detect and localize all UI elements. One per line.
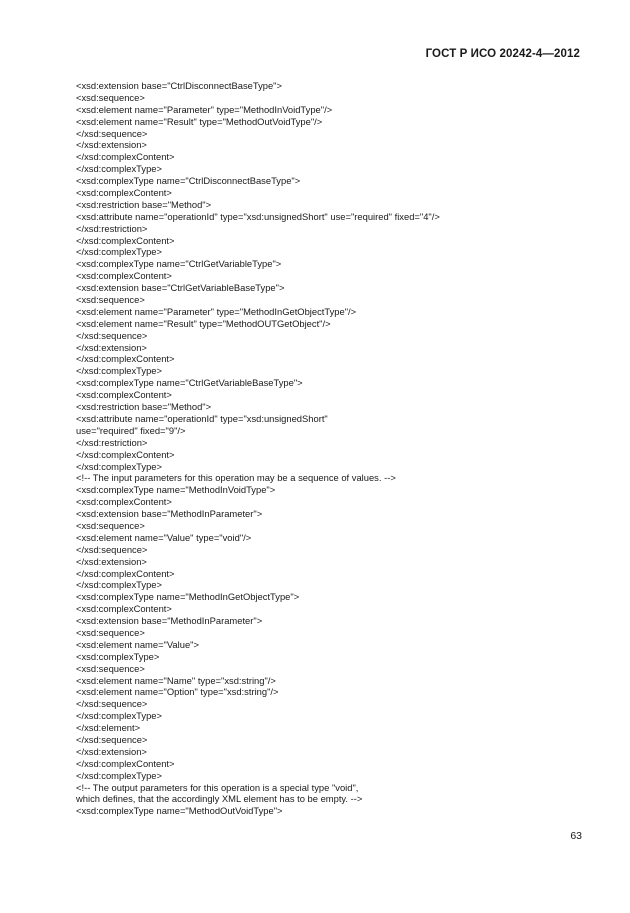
code-line: </xsd:complexContent>	[76, 151, 175, 163]
code-line: <xsd:element name="Value">	[76, 638, 199, 650]
code-line: <xsd:complexType>	[76, 650, 160, 662]
code-line: </xsd:complexType>	[76, 710, 162, 722]
code-line: <xsd:complexType name="MethodOutVoidType">	[76, 805, 283, 817]
code-line: <xsd:element name="Option" type="xsd:string"/>	[76, 686, 279, 698]
code-line: <xsd:complexType name="MethodInVoidType">	[76, 484, 276, 496]
code-line: <xsd:extension base="MethodInParameter">	[76, 508, 263, 520]
code-line: <xsd:restriction base="Method">	[76, 198, 212, 210]
code-line: <xsd:complexContent>	[76, 603, 172, 615]
code-line: </xsd:extension>	[76, 341, 147, 353]
code-line: <xsd:element name="Result" type="MethodOUTGetObject"/>	[76, 317, 331, 329]
code-line: <xsd:sequence>	[76, 91, 145, 103]
code-line: </xsd:complexContent>	[76, 234, 175, 246]
code-line: </xsd:sequence>	[76, 329, 148, 341]
code-line: </xsd:complexType>	[76, 365, 162, 377]
code-line: </xsd:complexType>	[76, 579, 162, 591]
code-line: <xsd:complexType name="MethodInGetObjectType">	[76, 591, 300, 603]
code-line: </xsd:extension>	[76, 139, 147, 151]
code-line: <xsd:complexContent>	[76, 270, 172, 282]
code-line: </xsd:complexContent>	[76, 567, 175, 579]
code-line: <xsd:restriction base="Method">	[76, 401, 212, 413]
code-line: </xsd:extension>	[76, 555, 147, 567]
code-line: <xsd:element name="Value" type="void"/>	[76, 531, 252, 543]
code-line: <xsd:complexType name="CtrlDisconnectBaseType">	[76, 175, 301, 187]
code-line: <xsd:complexContent>	[76, 187, 172, 199]
code-line: </xsd:element>	[76, 722, 141, 734]
code-line: </xsd:complexType>	[76, 769, 162, 781]
code-line: <xsd:complexType name="CtrlGetVariableType">	[76, 258, 282, 270]
code-line: <xsd:attribute name="operationId" type="xsd:unsignedShort" use="required" fixed="4"/>	[76, 210, 440, 222]
code-line: <xsd:sequence>	[76, 626, 145, 638]
code-line: use="required" fixed="9"/>	[76, 424, 186, 436]
code-line: </xsd:complexContent>	[76, 448, 175, 460]
code-line: <xsd:element name="Result" type="MethodOutVoidType"/>	[76, 115, 323, 127]
code-line: </xsd:restriction>	[76, 222, 148, 234]
code-line: which defines, that the accordingly XML element has to be empty. -->	[76, 793, 363, 805]
code-line: </xsd:sequence>	[76, 543, 148, 555]
code-line: <xsd:complexType name="CtrlGetVariableBaseType">	[76, 377, 303, 389]
code-line: <xsd:attribute name="operationId" type="xsd:unsignedShort"	[76, 412, 328, 424]
code-line: </xsd:complexType>	[76, 246, 162, 258]
code-line: <xsd:extension base="CtrlGetVariableBaseType">	[76, 282, 285, 294]
document-standard-header: ГОСТ Р ИСО 20242-4—2012	[425, 48, 580, 60]
code-line: </xsd:complexContent>	[76, 757, 175, 769]
code-line: </xsd:complexType>	[76, 460, 162, 472]
code-line: </xsd:sequence>	[76, 127, 148, 139]
xsd-code-listing	[76, 80, 576, 817]
code-line: <xsd:extension base="CtrlDisconnectBaseType">	[76, 80, 282, 91]
code-line: <xsd:sequence>	[76, 294, 145, 306]
code-line: </xsd:complexType>	[76, 163, 162, 175]
code-line: <xsd:element name="Parameter" type="MethodInVoidType"/>	[76, 103, 333, 115]
code-line: <xsd:sequence>	[76, 662, 145, 674]
code-line: <xsd:element name="Name" type="xsd:string"/>	[76, 674, 276, 686]
code-line: </xsd:sequence>	[76, 698, 148, 710]
code-line: <!-- The output parameters for this operation is a special type "void",	[76, 781, 359, 793]
code-line: </xsd:complexContent>	[76, 353, 175, 365]
code-line: <xsd:complexContent>	[76, 496, 172, 508]
code-line: <xsd:complexContent>	[76, 389, 172, 401]
code-line: </xsd:extension>	[76, 745, 147, 757]
code-line: <!-- The input parameters for this operation may be a sequence of values. -->	[76, 472, 396, 484]
code-line: <xsd:sequence>	[76, 519, 145, 531]
code-line: </xsd:sequence>	[76, 733, 148, 745]
page-number: 63	[570, 830, 582, 842]
code-line: </xsd:restriction>	[76, 436, 148, 448]
code-line: <xsd:element name="Parameter" type="MethodInGetObjectType"/>	[76, 305, 357, 317]
code-line: <xsd:extension base="MethodInParameter">	[76, 615, 263, 627]
